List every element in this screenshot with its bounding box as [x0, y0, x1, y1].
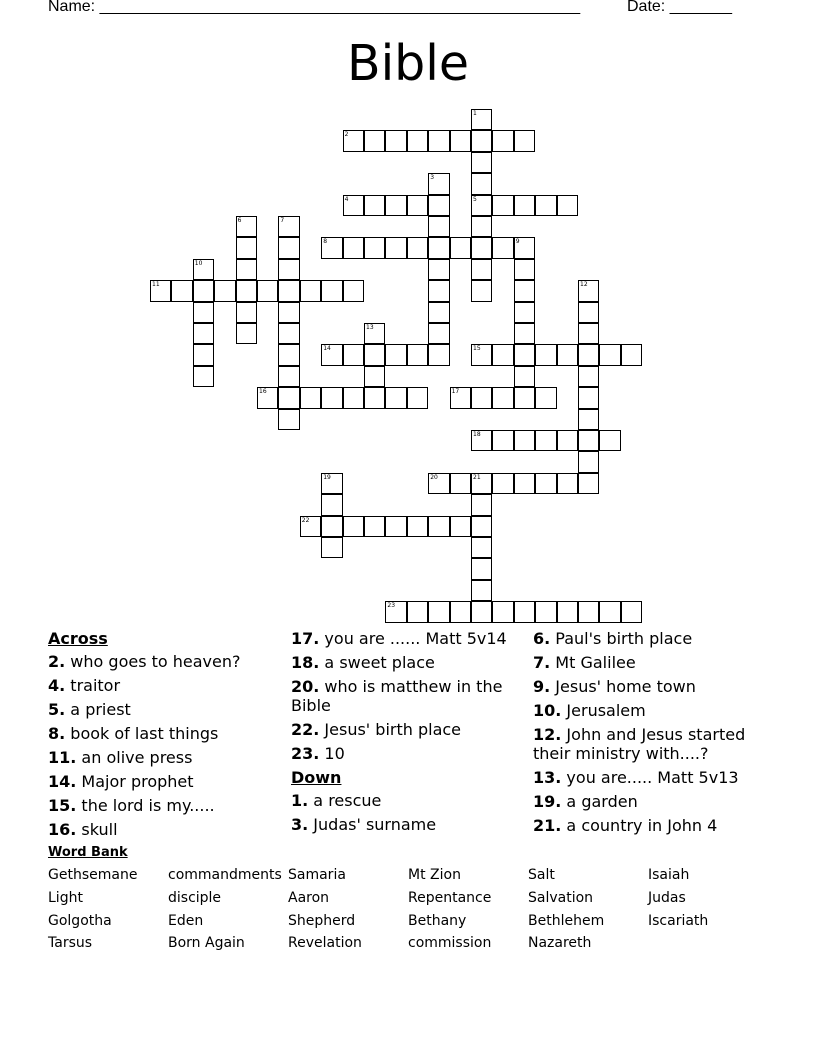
grid-cell[interactable]	[278, 237, 299, 258]
grid-cell[interactable]	[385, 237, 406, 258]
clue-text: Judas' surname	[308, 815, 437, 834]
clue-number-label: 20.	[291, 677, 320, 696]
grid-cell[interactable]	[428, 237, 449, 258]
grid-cell[interactable]	[514, 302, 535, 323]
clue-number-label: 13.	[533, 768, 562, 787]
grid-cell[interactable]	[364, 366, 385, 387]
grid-cell[interactable]	[578, 302, 599, 323]
grid-cell[interactable]	[471, 152, 492, 173]
grid-cell[interactable]	[321, 387, 342, 408]
grid-cell[interactable]	[492, 195, 513, 216]
grid-cell[interactable]	[621, 344, 642, 365]
clue-number: 6	[237, 217, 242, 224]
grid-cell[interactable]	[364, 323, 385, 344]
clue-item	[533, 816, 773, 835]
grid-cell[interactable]	[578, 430, 599, 451]
grid-cell[interactable]	[578, 451, 599, 472]
grid-cell[interactable]	[514, 259, 535, 280]
grid-cell[interactable]	[428, 302, 449, 323]
grid-cell[interactable]	[471, 130, 492, 151]
grid-cell[interactable]	[578, 601, 599, 622]
grid-cell[interactable]	[171, 280, 192, 301]
grid-cell[interactable]	[471, 516, 492, 537]
grid-cell[interactable]	[278, 259, 299, 280]
grid-cell[interactable]	[471, 473, 492, 494]
clue-text: skull	[76, 820, 118, 839]
clue-number: 8	[323, 238, 328, 246]
grid-cell[interactable]	[535, 430, 556, 451]
grid-cell[interactable]	[278, 302, 299, 323]
grid-cell[interactable]	[514, 323, 535, 344]
clue-text: a priest	[65, 700, 131, 719]
grid-cell[interactable]	[321, 516, 342, 537]
grid-cell[interactable]	[193, 259, 214, 280]
grid-cell[interactable]	[578, 409, 599, 430]
grid-cell[interactable]	[321, 280, 342, 301]
word-bank-item: Born Again	[168, 935, 245, 951]
grid-cell[interactable]	[300, 516, 321, 537]
clue-text: 10	[319, 744, 345, 763]
name-field-label: Name: ______________________________________________________	[48, 0, 581, 15]
grid-cell[interactable]	[428, 173, 449, 194]
grid-cell[interactable]	[578, 387, 599, 408]
word-bank-item: Repentance	[408, 890, 492, 906]
clue-text: who goes to heaven?	[65, 652, 241, 671]
clue-item	[48, 724, 283, 743]
grid-cell[interactable]	[471, 537, 492, 558]
word-bank-item: disciple	[168, 890, 222, 906]
grid-cell[interactable]	[492, 387, 513, 408]
word-bank-item: commission	[408, 935, 492, 951]
grid-cell[interactable]	[321, 537, 342, 558]
grid-cell[interactable]	[578, 344, 599, 365]
word-bank-item: Tarsus	[48, 935, 93, 951]
clue-item	[291, 815, 526, 834]
grid-cell[interactable]	[300, 280, 321, 301]
grid-cell[interactable]	[514, 130, 535, 151]
clue-number: 23	[387, 602, 396, 610]
grid-cell[interactable]	[450, 237, 471, 258]
grid-cell[interactable]	[321, 344, 342, 365]
puzzle-title: Bible	[346, 35, 470, 92]
grid-cell[interactable]	[236, 323, 257, 344]
clue-item	[533, 629, 773, 648]
clue-text: book of last things	[65, 724, 219, 743]
clue-item	[533, 768, 773, 787]
grid-cell[interactable]	[492, 130, 513, 151]
grid-cell[interactable]	[471, 344, 492, 365]
grid-cell[interactable]	[193, 280, 214, 301]
clue-item	[291, 791, 526, 810]
word-bank-item: Iscariath	[648, 913, 709, 929]
grid-cell[interactable]	[535, 195, 556, 216]
grid-cell[interactable]	[621, 601, 642, 622]
grid-cell[interactable]	[450, 130, 471, 151]
grid-cell[interactable]	[492, 601, 513, 622]
clue-number: 15	[473, 345, 481, 353]
grid-cell[interactable]	[599, 430, 620, 451]
clue-item	[533, 725, 773, 763]
word-bank-item: Salt	[528, 867, 555, 883]
grid-cell[interactable]	[599, 601, 620, 622]
grid-cell[interactable]	[364, 387, 385, 408]
grid-cell[interactable]	[364, 237, 385, 258]
clue-item	[48, 772, 283, 791]
grid-cell[interactable]	[450, 473, 471, 494]
clue-number: 1	[473, 110, 477, 117]
grid-cell[interactable]	[343, 280, 364, 301]
grid-cell[interactable]	[407, 601, 428, 622]
grid-cell[interactable]	[236, 237, 257, 258]
grid-cell[interactable]	[343, 344, 364, 365]
clue-item	[533, 792, 773, 811]
grid-cell[interactable]	[193, 302, 214, 323]
grid-cell[interactable]	[407, 195, 428, 216]
clue-number: 2	[344, 131, 349, 139]
grid-cell[interactable]	[278, 409, 299, 430]
grid-cell[interactable]	[257, 387, 278, 408]
grid-cell[interactable]	[385, 516, 406, 537]
grid-cell[interactable]	[236, 216, 257, 237]
clue-item	[48, 700, 283, 719]
clues-column-1	[48, 629, 283, 844]
down-clue-list	[291, 791, 526, 834]
grid-cell[interactable]	[557, 430, 578, 451]
word-bank-item: Salvation	[528, 890, 594, 906]
across-clue-list-continued	[291, 629, 526, 763]
word-bank-item: Light	[48, 890, 83, 906]
grid-cell[interactable]	[535, 344, 556, 365]
grid-cell[interactable]	[492, 344, 513, 365]
grid-cell[interactable]	[193, 366, 214, 387]
clue-text: Jerusalem	[561, 701, 646, 720]
clue-number: 14	[323, 345, 331, 353]
grid-cell[interactable]	[471, 259, 492, 280]
grid-cell[interactable]	[514, 344, 535, 365]
down-heading: Down	[291, 768, 342, 787]
grid-cell[interactable]	[471, 237, 492, 258]
clue-number-label: 16.	[48, 820, 77, 839]
grid-cell[interactable]	[343, 237, 364, 258]
grid-cell[interactable]	[557, 195, 578, 216]
clue-number: 5	[473, 195, 477, 203]
clue-number-label: 17.	[291, 629, 320, 648]
clues-column-2	[291, 629, 526, 839]
clue-text: an olive press	[76, 748, 193, 767]
grid-cell[interactable]	[578, 366, 599, 387]
grid-cell[interactable]	[557, 473, 578, 494]
grid-cell[interactable]	[514, 601, 535, 622]
clue-item	[291, 677, 526, 715]
clue-item	[291, 653, 526, 672]
grid-cell[interactable]	[364, 344, 385, 365]
grid-cell[interactable]	[385, 387, 406, 408]
grid-cell[interactable]	[407, 130, 428, 151]
clue-item	[533, 701, 773, 720]
grid-cell[interactable]	[278, 366, 299, 387]
word-bank-item: commandments	[168, 867, 282, 883]
grid-cell[interactable]	[428, 280, 449, 301]
grid-cell[interactable]	[343, 130, 364, 151]
clue-text: a garden	[561, 792, 638, 811]
grid-cell[interactable]	[364, 130, 385, 151]
clue-text: Paul's birth place	[550, 629, 693, 648]
grid-cell[interactable]	[471, 173, 492, 194]
clue-number: 7	[280, 217, 285, 224]
grid-cell[interactable]	[300, 387, 321, 408]
word-bank-item: Nazareth	[528, 935, 592, 951]
grid-cell[interactable]	[492, 237, 513, 258]
grid-cell[interactable]	[278, 387, 299, 408]
grid-cell[interactable]	[407, 237, 428, 258]
grid-cell[interactable]	[578, 280, 599, 301]
grid-cell[interactable]	[193, 323, 214, 344]
grid-cell[interactable]	[471, 558, 492, 579]
word-bank-item: Mt Zion	[408, 867, 461, 883]
grid-cell[interactable]	[514, 280, 535, 301]
grid-cell[interactable]	[471, 216, 492, 237]
clue-text: traitor	[65, 676, 121, 695]
word-bank-item: Revelation	[288, 935, 362, 951]
clue-item	[291, 720, 526, 739]
grid-cell[interactable]	[278, 216, 299, 237]
grid-cell[interactable]	[343, 387, 364, 408]
clue-item	[533, 653, 773, 672]
clue-text: a sweet place	[319, 653, 435, 672]
word-bank-item: Samaria	[288, 867, 346, 883]
clue-item	[48, 676, 283, 695]
clue-number-label: 9.	[533, 677, 551, 696]
grid-cell[interactable]	[599, 344, 620, 365]
grid-cell[interactable]	[471, 280, 492, 301]
clue-item	[48, 796, 283, 815]
grid-cell[interactable]	[578, 473, 599, 494]
grid-cell[interactable]	[428, 323, 449, 344]
clue-text: Mt Galilee	[550, 653, 636, 672]
grid-cell[interactable]	[193, 344, 214, 365]
clue-number-label: 15.	[48, 796, 77, 815]
grid-cell[interactable]	[257, 280, 278, 301]
grid-cell[interactable]	[471, 195, 492, 216]
grid-cell[interactable]	[407, 344, 428, 365]
clue-text: Major prophet	[76, 772, 194, 791]
grid-cell[interactable]	[150, 280, 171, 301]
clue-item	[291, 629, 526, 648]
grid-cell[interactable]	[278, 280, 299, 301]
grid-cell[interactable]	[514, 366, 535, 387]
grid-cell[interactable]	[578, 323, 599, 344]
grid-cell[interactable]	[471, 601, 492, 622]
grid-cell[interactable]	[450, 516, 471, 537]
grid-cell[interactable]	[385, 195, 406, 216]
clue-text: Jesus' birth place	[319, 720, 462, 739]
grid-cell[interactable]	[278, 344, 299, 365]
grid-cell[interactable]	[321, 237, 342, 258]
grid-cell[interactable]	[343, 195, 364, 216]
grid-cell[interactable]	[492, 473, 513, 494]
grid-cell[interactable]	[428, 601, 449, 622]
clue-item	[48, 748, 283, 767]
grid-cell[interactable]	[364, 516, 385, 537]
word-bank-item: Golgotha	[48, 913, 112, 929]
word-bank-item: Aaron	[288, 890, 330, 906]
clue-number: 4	[344, 195, 349, 203]
clue-text: the lord is my.....	[76, 796, 215, 815]
clue-number-label: 7.	[533, 653, 551, 672]
clue-number-label: 21.	[533, 816, 562, 835]
clue-number-label: 8.	[48, 724, 66, 743]
clue-number-label: 2.	[48, 652, 66, 671]
clue-text: a rescue	[308, 791, 382, 810]
grid-cell[interactable]	[428, 344, 449, 365]
clue-number-label: 19.	[533, 792, 562, 811]
clue-item	[48, 652, 283, 671]
clue-number-label: 23.	[291, 744, 320, 763]
grid-cell[interactable]	[535, 473, 556, 494]
word-bank-title: Word Bank	[48, 845, 128, 860]
clue-text: you are ...... Matt 5v14	[319, 629, 507, 648]
grid-cell[interactable]	[535, 387, 556, 408]
date-field-label: Date: _______	[627, 0, 732, 15]
grid-cell[interactable]	[236, 259, 257, 280]
clue-number: 20	[430, 473, 438, 481]
grid-cell[interactable]	[321, 473, 342, 494]
clue-item	[533, 677, 773, 696]
clue-number: 11	[152, 281, 160, 289]
word-bank-item: Judas	[648, 890, 686, 906]
grid-cell[interactable]	[514, 237, 535, 258]
grid-cell[interactable]	[428, 259, 449, 280]
grid-cell[interactable]	[471, 494, 492, 515]
clue-number-label: 4.	[48, 676, 66, 695]
grid-cell[interactable]	[385, 601, 406, 622]
down-clue-list-continued	[533, 629, 773, 835]
clue-number-label: 5.	[48, 700, 66, 719]
clue-text: who is matthew in the Bible	[291, 677, 503, 715]
grid-cell[interactable]	[514, 473, 535, 494]
clue-text: you are..... Matt 5v13	[561, 768, 739, 787]
across-heading: Across	[48, 629, 108, 648]
clue-number-label: 18.	[291, 653, 320, 672]
clue-number-label: 14.	[48, 772, 77, 791]
clue-item	[48, 820, 283, 839]
clue-number: 19	[323, 473, 331, 481]
clue-number: 9	[515, 238, 520, 246]
grid-cell[interactable]	[428, 473, 449, 494]
clue-item	[291, 744, 526, 763]
clue-number-label: 12.	[533, 725, 562, 744]
across-clue-list	[48, 652, 283, 839]
grid-cell[interactable]	[557, 344, 578, 365]
grid-cell[interactable]	[471, 387, 492, 408]
grid-cell[interactable]	[535, 601, 556, 622]
grid-cell[interactable]	[514, 430, 535, 451]
grid-cell[interactable]	[450, 387, 471, 408]
clue-number-label: 1.	[291, 791, 309, 810]
clues-column-3	[533, 629, 773, 840]
word-bank-item: Eden	[168, 913, 204, 929]
clue-number: 10	[194, 259, 203, 267]
word-bank-item: Bethlehem	[528, 913, 605, 929]
grid-cell[interactable]	[278, 323, 299, 344]
clue-number-label: 10.	[533, 701, 562, 720]
grid-cell[interactable]	[214, 280, 235, 301]
clue-number-label: 11.	[48, 748, 77, 767]
word-bank-item: Shepherd	[288, 913, 356, 929]
clue-number: 18	[473, 431, 481, 438]
clue-text: a country in John 4	[561, 816, 718, 835]
grid-cell[interactable]	[321, 494, 342, 515]
word-bank-item: Isaiah	[648, 867, 690, 883]
grid-cell[interactable]	[428, 216, 449, 237]
grid-cell[interactable]	[471, 580, 492, 601]
grid-cell[interactable]	[385, 130, 406, 151]
grid-cell[interactable]	[407, 516, 428, 537]
grid-cell[interactable]	[471, 430, 492, 451]
clue-number-label: 22.	[291, 720, 320, 739]
clue-number: 3	[430, 174, 435, 182]
grid-cell[interactable]	[428, 130, 449, 151]
clue-number-label: 3.	[291, 815, 309, 834]
clue-number: 17	[451, 388, 460, 396]
grid-cell[interactable]	[471, 109, 492, 130]
grid-cell[interactable]	[492, 430, 513, 451]
word-bank-item: Gethsemane	[48, 867, 138, 883]
grid-cell[interactable]	[343, 516, 364, 537]
clue-number: 12	[580, 281, 588, 289]
grid-cell[interactable]	[514, 387, 535, 408]
word-bank-item: Bethany	[408, 913, 467, 929]
grid-cell[interactable]	[557, 601, 578, 622]
clue-number: 21	[473, 473, 481, 481]
grid-cell[interactable]	[364, 195, 385, 216]
grid-cell[interactable]	[428, 195, 449, 216]
clue-text: John and Jesus started their ministry with....?	[533, 725, 746, 763]
clue-number: 13	[366, 324, 374, 331]
grid-cell[interactable]	[407, 387, 428, 408]
clue-text: Jesus' home town	[550, 677, 696, 696]
clue-number: 22	[301, 516, 310, 524]
clue-number: 16	[259, 388, 267, 396]
grid-cell[interactable]	[428, 516, 449, 537]
clue-number-label: 6.	[533, 629, 551, 648]
grid-cell[interactable]	[236, 302, 257, 323]
grid-cell[interactable]	[514, 195, 535, 216]
grid-cell[interactable]	[385, 344, 406, 365]
grid-cell[interactable]	[450, 601, 471, 622]
grid-cell[interactable]	[236, 280, 257, 301]
